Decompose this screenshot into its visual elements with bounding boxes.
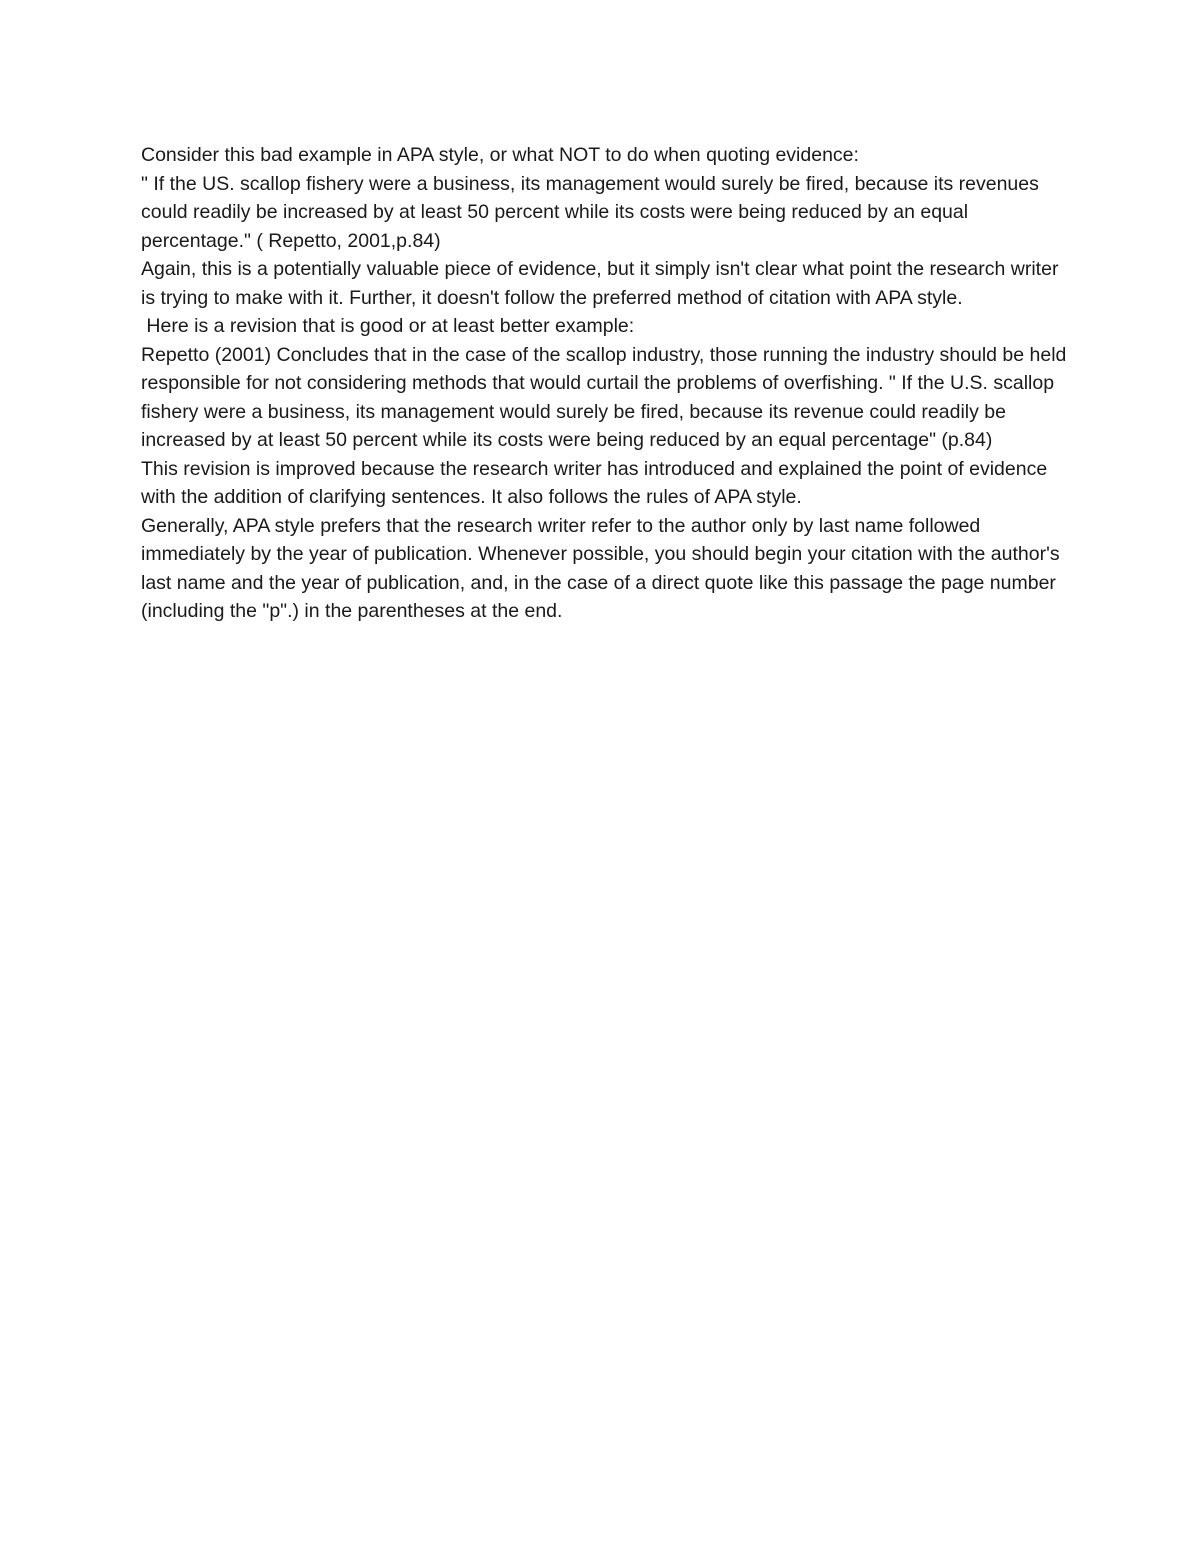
revision-intro: Here is a revision that is good or at least better example:	[141, 315, 635, 337]
revised-example: Repetto (2001) Concludes that in the case of the scallop industry, those running the industry should be held responsible for not considering methods that would curtail the problems of overfishing. " If the U.S. scallop fishery were a business, its management would surely be fired, because its revenue could readily be increased by at least 50 percent while its costs were being reduced by an equal percentage" (p.84)	[141, 343, 1072, 451]
intro-paragraph: Consider this bad example in APA style, or what NOT to do when quoting evidence:	[141, 144, 859, 166]
revision-explanation: This revision is improved because the research writer has introduced and explained the point of evidence with the addition of clarifying sentences. It also follows the rules of APA style.	[141, 457, 1053, 508]
bad-example-explanation: Again, this is a potentially valuable piece of evidence, but it simply isn't clear what point the research writer is trying to make with it. Further, it doesn't follow the preferred method of citation with APA style.	[141, 258, 1064, 309]
bad-example-quote: " If the US. scallop fishery were a business, its management would surely be fired, because its revenues could readily be increased by at least 50 percent while its costs were being reduced by an equal percentage." ( Repetto, 2001,p.84)	[141, 172, 1045, 252]
apa-guidance-paragraph: Generally, APA style prefers that the research writer refer to the author only by last name followed immediately by the year of publication. Whenever possible, you should begin your citation with the author's last name and the year of publication, and, in the case of a direct quote like this passage the page number (including the "p".) in the parentheses at the end.	[141, 514, 1065, 622]
document-body	[141, 141, 1071, 626]
